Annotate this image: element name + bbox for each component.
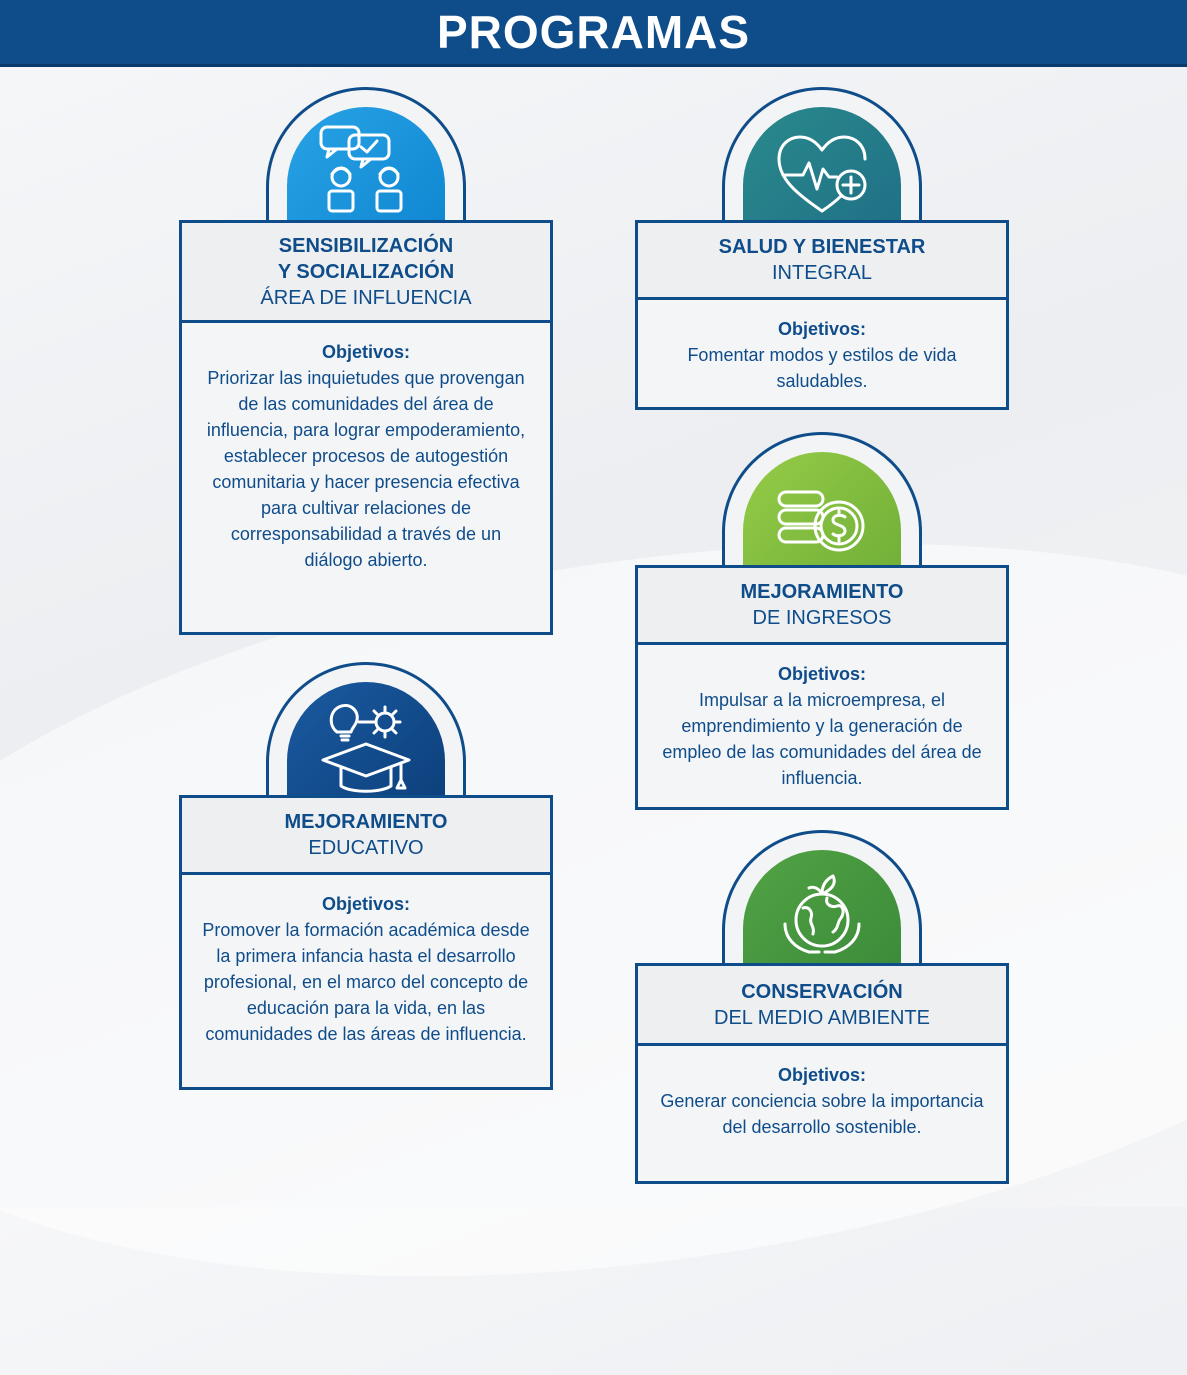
objectives-text: Generar conciencia sobre la importancia del desarrollo sostenible. <box>660 1091 984 1137</box>
title-regular-line: INTEGRAL <box>771 262 873 284</box>
title-bold-line: SENSIBILIZACIÓN <box>278 234 454 257</box>
page-title: PROGRAMAS <box>436 6 751 58</box>
title-regular-line: ÁREA DE INFLUENCIA <box>260 286 472 309</box>
objectives-label: Objetivos: <box>321 894 410 914</box>
objectives-text: Priorizar las inquietudes que provengan de las comunidades del área de influencia, para lograr empoderamiento, establecer procesos de autogestión comunitaria y hacer presencia efectiva para cultivar relaciones de corresponsabilidad a través de un diálogo abierto. <box>206 368 526 570</box>
heart-health-icon <box>767 119 877 229</box>
objectives-box <box>635 645 1009 810</box>
objectives-label: Objetivos: <box>321 342 410 362</box>
title-regular-line: DEL MEDIO AMBIENTE <box>714 1006 930 1029</box>
card-title <box>179 795 553 875</box>
education-idea-icon <box>311 694 421 804</box>
title-bold-line: MEJORAMIENTO <box>284 811 448 833</box>
coins-dollar-icon <box>767 464 877 574</box>
card-title <box>179 220 553 323</box>
objectives-box <box>179 875 553 1090</box>
objectives-box <box>635 300 1009 410</box>
objectives-text: Promover la formación académica desde la primera infancia hasta el desarrollo profesional, en el marco del concepto de educación para la vida, en las comunidades de las áreas de influencia. <box>202 920 530 1044</box>
card-title <box>635 565 1009 645</box>
objectives-box <box>179 323 553 635</box>
objectives-text: Impulsar a la microempresa, el emprendimiento y la generación de empleo de las comunidades del área de influencia. <box>662 690 982 788</box>
title-bold-line: SALUD Y BIENESTAR <box>718 236 926 258</box>
objectives-label: Objetivos: <box>777 1065 866 1085</box>
community-dialogue-icon <box>311 119 421 229</box>
card-title <box>635 220 1009 300</box>
card-title <box>635 963 1009 1046</box>
title-bold-line: Y SOCIALIZACIÓN <box>277 260 455 283</box>
page-header <box>0 0 1187 67</box>
title-regular-line: DE INGRESOS <box>752 607 892 629</box>
objectives-text: Fomentar modos y estilos de vida saludables. <box>687 345 957 391</box>
title-regular-line: EDUCATIVO <box>308 837 424 859</box>
title-bold-line: MEJORAMIENTO <box>740 581 904 603</box>
earth-hands-icon <box>767 862 877 972</box>
objectives-label: Objetivos: <box>777 319 866 339</box>
objectives-label: Objetivos: <box>777 664 866 684</box>
objectives-box <box>635 1046 1009 1184</box>
title-bold-line: CONSERVACIÓN <box>741 980 903 1003</box>
